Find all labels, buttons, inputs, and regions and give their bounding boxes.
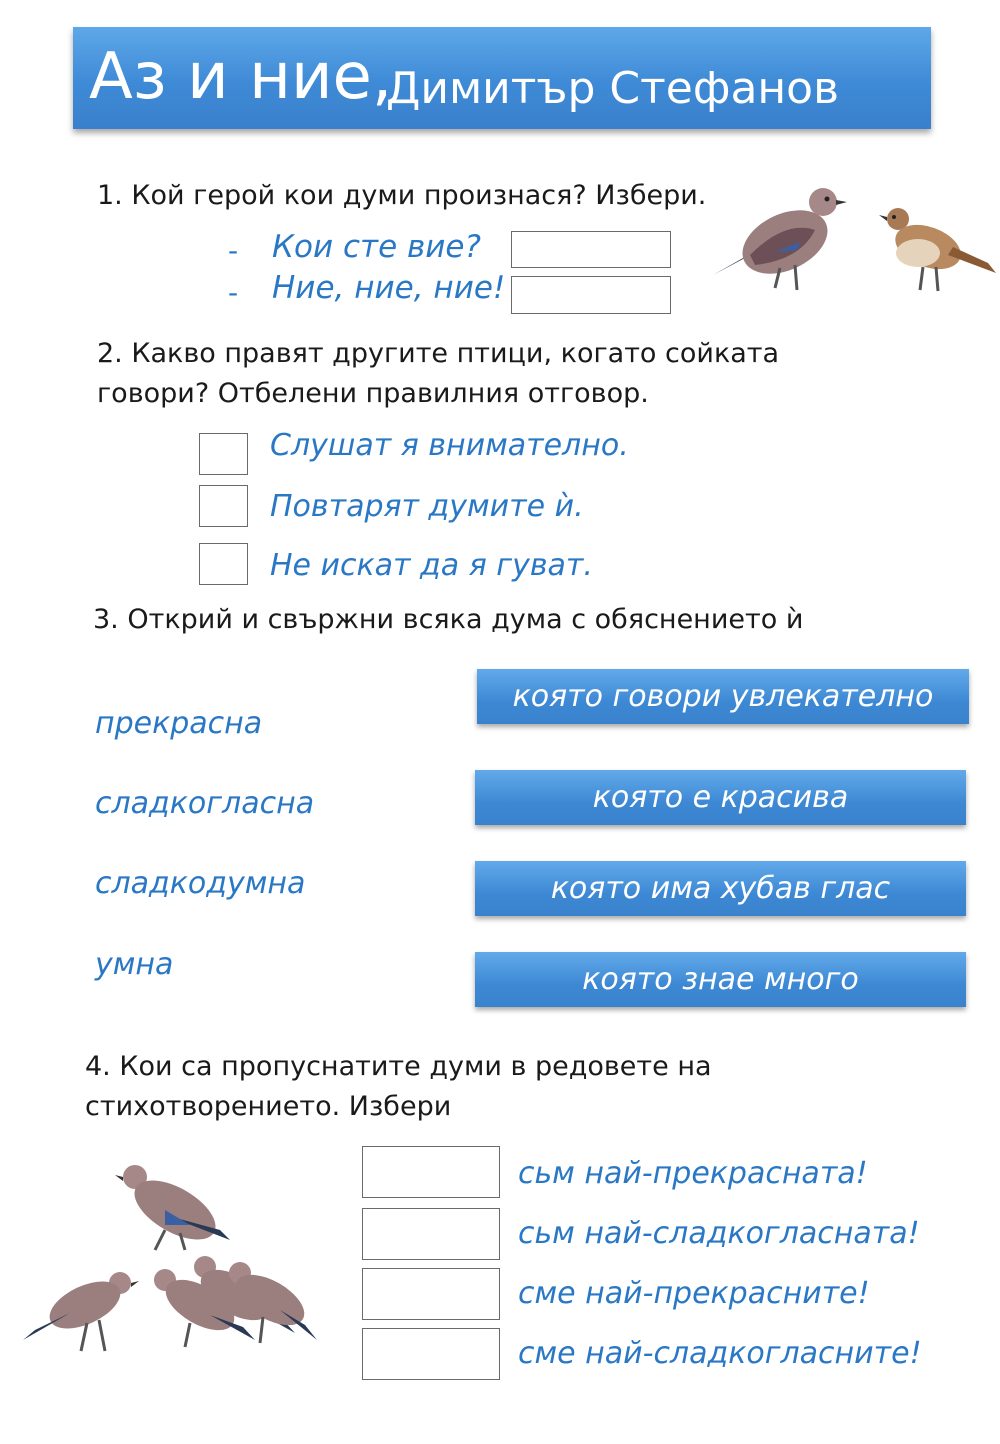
dash-marker: - <box>228 234 239 267</box>
match-word: умна <box>95 947 174 982</box>
q1-option-text: Ние, ние, ние! <box>272 270 506 306</box>
match-word: прекрасна <box>95 706 263 741</box>
q2-checkbox[interactable] <box>199 543 248 585</box>
q4-line-text: сме най-сладкогласните! <box>518 1336 922 1371</box>
q2-option-text: Не искат да я гуват. <box>270 548 593 583</box>
q2-checkbox[interactable] <box>199 485 248 527</box>
q4-answer-box[interactable] <box>362 1268 500 1320</box>
page-title: Аз и ние, <box>89 40 393 114</box>
q2-option-text: Слушат я внимателно. <box>270 428 629 463</box>
q4-answer-box[interactable] <box>362 1208 500 1260</box>
explanation-button[interactable]: която говори увлекателно <box>477 669 969 724</box>
question-4-text: стихотворението. Избери <box>85 1091 452 1122</box>
page-author: Димитър Стефанов <box>386 63 840 114</box>
q1-option-text: Кои сте вие? <box>272 229 481 265</box>
jay-flock-illustration <box>15 1155 325 1365</box>
explanation-button[interactable]: която има хубав глас <box>475 861 966 916</box>
nightingale-bird-illustration <box>878 205 1000 297</box>
q4-line-text: сьм най-прекрасната! <box>518 1156 868 1191</box>
question-2-text: 2. Какво правят другите птици, когато сойката <box>97 338 780 369</box>
match-word: сладкодумна <box>95 866 306 901</box>
question-4-text: 4. Кои са пропуснатите думи в редовете на <box>85 1051 712 1082</box>
q1-answer-box[interactable] <box>511 231 671 268</box>
explanation-button[interactable]: която е красива <box>475 770 966 825</box>
question-1-text: 1. Кой герой кои думи произнася? Избери. <box>97 180 707 211</box>
q4-answer-box[interactable] <box>362 1328 500 1380</box>
question-2-text: говори? Отбелени правилния отговор. <box>97 378 649 409</box>
question-3-text: 3. Открий и свържни всяка дума с обяснението ѝ <box>93 604 804 635</box>
explanation-button[interactable]: която знае много <box>475 952 966 1007</box>
jay-bird-illustration <box>705 180 855 295</box>
match-word: сладкогласна <box>95 786 315 821</box>
q4-answer-box[interactable] <box>362 1146 500 1198</box>
q2-checkbox[interactable] <box>199 433 248 475</box>
q2-option-text: Повтарят думите ѝ. <box>270 489 584 524</box>
q1-answer-box[interactable] <box>511 276 671 314</box>
q4-line-text: сьм най-сладкогласната! <box>518 1216 920 1251</box>
dash-marker: - <box>228 276 239 309</box>
q4-line-text: сме най-прекрасните! <box>518 1276 870 1311</box>
